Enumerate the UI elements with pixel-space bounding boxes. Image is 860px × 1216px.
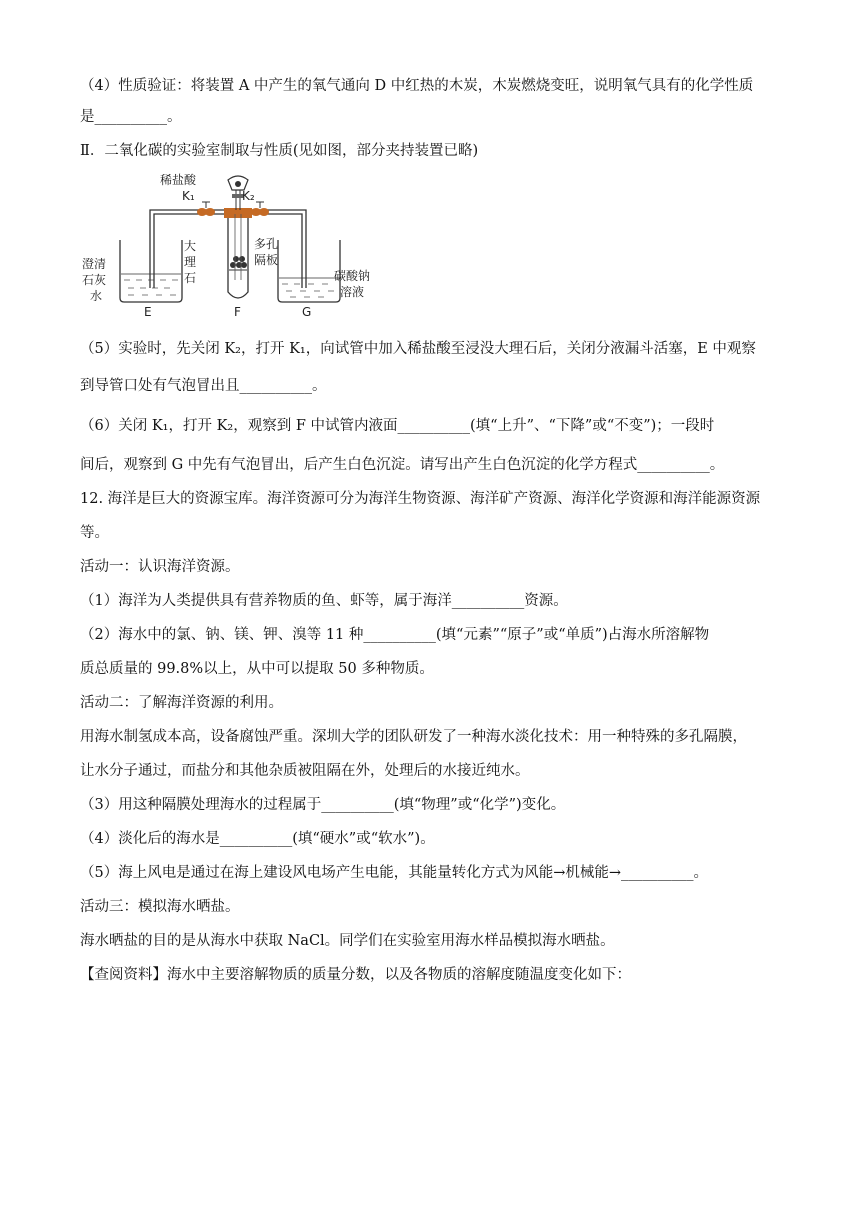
sub-question-4: （4）淡化后的海水是__________(填“硬水”或“软水”)。 [80, 831, 435, 847]
label-sodium-carbonate-1: 碳酸钠 [334, 269, 371, 283]
sub-question-2-line-1: （2）海水中的氯、钠、镁、钾、溴等 11 种__________(填“元素”“原子”或“单质”)占海水所溶解物 [80, 627, 710, 643]
sub-question-5: （5）海上风电是通过在海上建设风电场产生电能，其能量转化方式为风能→机械能→__________。 [80, 865, 709, 881]
test-tube-f [224, 208, 252, 298]
question-6-line-2: 间后，观察到 G 中先有气泡冒出，后产生白色沉淀。请写出产生白色沉淀的化学方程式__________。 [80, 457, 725, 473]
label-e: E [144, 305, 152, 319]
beaker-e [120, 240, 182, 302]
label-limewater-2: 石灰 [82, 273, 107, 287]
label-k1: K₁ [182, 189, 195, 203]
sub-question-2-line-2: 质总质量的 99.8%以上，从中可以提取 50 多种物质。 [80, 661, 434, 677]
activity-3-text: 海水晒盐的目的是从海水中获取 NaCl。同学们在实验室用海水样品模拟海水晒盐。 [80, 933, 615, 949]
label-marble-1: 大 [184, 239, 197, 253]
question-4-line-2: 是__________。 [80, 109, 182, 125]
question-4-line-1: （4）性质验证：将装置 A 中产生的氧气通向 D 中红热的木炭，木炭燃烧变旺，说明氧气具有的化学性质 [80, 78, 754, 94]
question-12-line-2: 等。 [80, 525, 109, 541]
reference-material-text: 【查阅资料】海水中主要溶解物质的质量分数，以及各物质的溶解度随温度变化如下： [80, 967, 631, 983]
label-f: F [234, 305, 241, 319]
label-porous-plate-2: 隔板 [254, 253, 279, 267]
label-dilute-hcl: 稀盐酸 [160, 173, 197, 187]
label-limewater-1: 澄清 [82, 257, 107, 271]
activity-3-heading: 活动三：模拟海水晒盐。 [80, 899, 240, 915]
section-2-heading: Ⅱ．二氧化碳的实验室制取与性质(见如图，部分夹持装置已略) [80, 143, 479, 159]
co2-apparatus-diagram [78, 170, 398, 320]
activity-2-heading: 活动二：了解海洋资源的利用。 [80, 695, 283, 711]
clip-k1 [197, 202, 215, 216]
activity-2-text-line-2: 让水分子通过，而盐分和其他杂质被阻隔在外，处理后的水接近纯水。 [80, 763, 530, 779]
label-limewater-3: 水 [90, 289, 103, 303]
clip-k2 [251, 202, 269, 216]
question-5-line-1: （5）实验时，先关闭 K₂，打开 K₁，向试管中加入稀盐酸至浸没大理石后，关闭分液漏斗活塞，E 中观察 [80, 341, 756, 357]
activity-1-heading: 活动一：认识海洋资源。 [80, 559, 240, 575]
sub-question-3: （3）用这种隔膜处理海水的过程属于__________(填“物理”或“化学”)变化。 [80, 797, 566, 813]
sub-question-1: （1）海洋为人类提供具有营养物质的鱼、虾等，属于海洋__________资源。 [80, 593, 568, 609]
activity-2-text-line-1: 用海水制氢成本高，设备腐蚀严重。深圳大学的团队研发了一种海水淡化技术：用一种特殊的多孔隔膜， [80, 729, 747, 745]
label-marble-3: 石 [184, 271, 197, 285]
question-12-line-1: 12. 海洋是巨大的资源宝库。海洋资源可分为海洋生物资源、海洋矿产资源、海洋化学资源和海洋能源资源 [80, 491, 761, 507]
question-5-line-2: 到导管口处有气泡冒出且__________。 [80, 378, 327, 394]
beaker-g [278, 240, 340, 302]
label-g: G [302, 305, 312, 319]
label-marble-2: 理 [184, 255, 197, 269]
question-6-line-1: （6）关闭 K₁，打开 K₂，观察到 F 中试管内液面__________(填“上升”、“下降”或“不变”)；一段时 [80, 418, 715, 434]
label-porous-plate-1: 多孔 [254, 237, 279, 251]
label-k2: K₂ [242, 189, 255, 203]
label-sodium-carbonate-2: 溶液 [340, 285, 365, 299]
